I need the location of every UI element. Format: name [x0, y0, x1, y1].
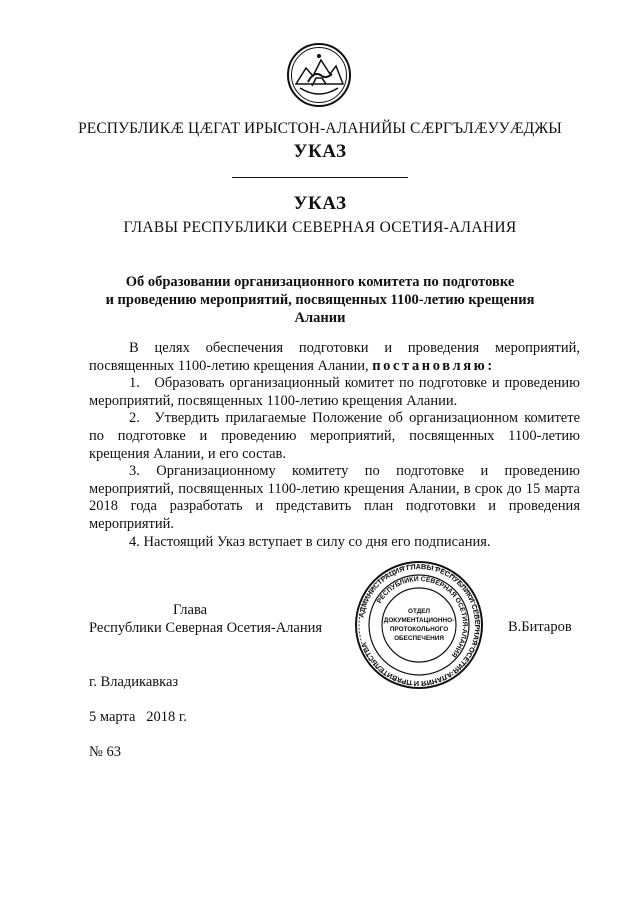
header-ossetian-line: РЕСПУБЛИКÆ ЦÆГАТ ИРЫСТОН-АЛАНИЙЫ СÆРГЪЛÆУУÆДЖЫ	[78, 120, 562, 137]
stamp-inner-ring-text: РЕСПУБЛИКИ СЕВЕРНАЯ ОСЕТИЯ-АЛАНИЯ	[376, 575, 469, 659]
decree-item-1: 1. Образовать организационный комитет по подготовке и проведению мероприятий, посвященных 1100-летию крещения Алании.	[89, 375, 580, 409]
signature-role-line1: Глава	[173, 602, 208, 618]
stamp-center-line: ОТДЕЛ	[407, 608, 431, 615]
stamp-center-line: ДОКУМЕНТАЦИОННО-	[383, 617, 455, 624]
decree-body	[89, 340, 580, 551]
decree-title-line: и проведению мероприятий, посвященных 1100-летию крещения	[105, 292, 535, 308]
signature-name: В.Битаров	[508, 619, 572, 635]
footer-date: 5 марта 2018 г.	[89, 709, 187, 725]
postanovlyayu-word: постановляю:	[372, 357, 495, 374]
footer-number: № 63	[89, 744, 121, 760]
decree-title-line: Алании	[294, 310, 346, 326]
decree-item-4: 4. Настоящий Указ вступает в силу со дня его подписания.	[129, 533, 491, 550]
preamble-text: В целях обеспечения подготовки и проведения мероприятий, посвященных 1100-летию крещения Алании,	[89, 340, 580, 374]
footer-city: г. Владикавказ	[89, 674, 179, 690]
header-glava-line: ГЛАВЫ РЕСПУБЛИКИ СЕВЕРНАЯ ОСЕТИЯ-АЛАНИЯ	[123, 219, 517, 236]
official-round-stamp-icon	[354, 560, 484, 690]
stamp-center-line: ОБЕСПЕЧЕНИЯ	[394, 635, 444, 642]
decree-item-3: 3. Организационному комитету по подготовке и проведению мероприятий, посвященных 1100-летию крещения Алании, в срок до 15 марта 2018 года разработать и представить план подготовки и проведения мероприятий.	[89, 463, 580, 532]
coat-of-arms-emblem-icon	[286, 42, 352, 108]
stamp-center-line: ПРОТОКОЛЬНОГО	[389, 626, 449, 633]
stamp-outer-ring-text: АДМИНИСТРАЦИЯ ГЛАВЫ РЕСПУБЛИКИ СЕВЕРНАЯ ОСЕТИЯ-АЛАНИЯ И ПРАВИТЕЛЬСТВА	[356, 561, 483, 689]
decree-title-line: Об образовании организационного комитета по подготовке	[125, 274, 515, 290]
preamble-paragraph	[89, 340, 580, 375]
header-divider	[232, 177, 408, 178]
signature-role-line2: Республики Северная Осетия-Алания	[89, 620, 323, 636]
signature-role	[89, 601, 322, 637]
decree-title	[88, 273, 552, 327]
decree-item-2: 2. Утвердить прилагаемые Положение об организационном комитете по подготовке и проведению мероприятий, посвященных 1100-летию крещения Алании, и его состав.	[89, 410, 580, 462]
header-ukaz-ossetian: УКАЗ	[293, 141, 347, 162]
header-ukaz-russian: УКАЗ	[293, 193, 347, 214]
